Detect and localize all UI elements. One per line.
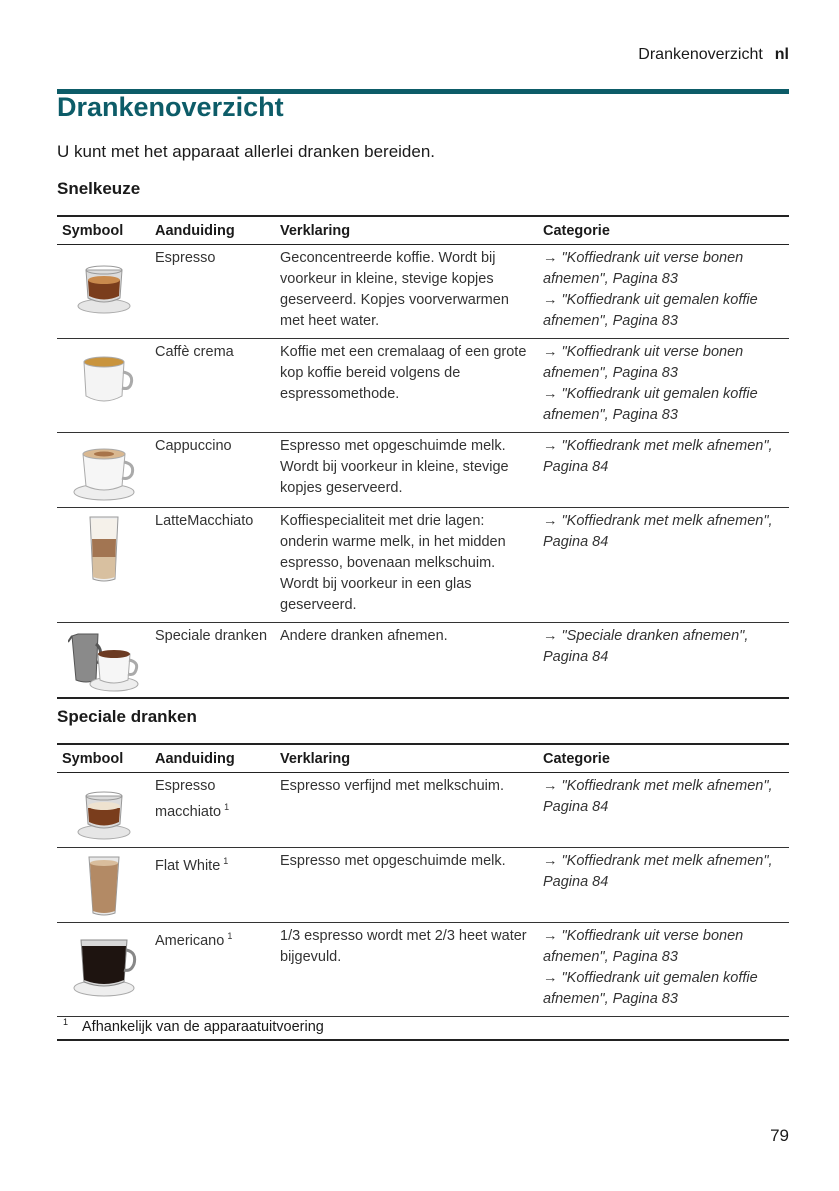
col-header-description: Verklaring <box>275 744 538 773</box>
drink-category <box>538 848 789 923</box>
drink-description: Koffie met een cremalaag of een grote kop koffie bereid volgens de espressomethode. <box>275 339 538 433</box>
drink-name: Caffè crema <box>150 339 275 433</box>
drink-name: Cappuccino <box>150 433 275 508</box>
arrow-icon: → <box>543 778 558 794</box>
drink-description: Espresso verfijnd met melkschuim. <box>275 773 538 848</box>
table-row <box>57 923 789 1017</box>
category-link[interactable]: → "Koffiedrank uit gemalen koffie afnemen", Pagina 83 <box>543 386 758 423</box>
footnote-ref: 1 <box>224 802 230 812</box>
footnote-text: Afhankelijk van de apparaatuitvoering <box>82 1018 324 1035</box>
table-header-row <box>57 216 789 245</box>
col-header-category: Categorie <box>538 744 789 773</box>
running-header-section: Drankenoverzicht <box>638 46 763 63</box>
arrow-icon: → <box>543 438 558 454</box>
footnote <box>57 1015 789 1041</box>
table-row <box>57 773 789 848</box>
category-link[interactable]: → "Koffiedrank met melk afnemen", Pagina 84 <box>543 778 773 815</box>
section-heading-speciale: Speciale dranken <box>57 707 197 726</box>
category-link[interactable]: → "Koffiedrank met melk afnemen", Pagina 84 <box>543 853 773 890</box>
language-code: nl <box>774 46 789 63</box>
category-link[interactable]: → "Koffiedrank uit gemalen koffie afnemen", Pagina 83 <box>543 970 758 1007</box>
category-link[interactable]: → "Koffiedrank met melk afnemen", Pagina 84 <box>543 438 773 475</box>
running-header <box>638 46 789 64</box>
drink-name: Americano $^1$ <box>150 923 275 1017</box>
col-header-symbol: Symbool <box>57 744 150 773</box>
drink-category <box>538 339 789 433</box>
drink-description: Koffiespecialiteit met drie lagen: onderin warme melk, in het midden espresso, bovenaan melkschuim. Wordt bij voorkeur in een glas geserveerd. <box>275 508 538 623</box>
arrow-icon: → <box>543 928 558 944</box>
drink-category <box>538 508 789 623</box>
col-header-symbol: Symbool <box>57 216 150 245</box>
category-link[interactable]: → "Koffiedrank uit verse bonen afnemen", Pagina 83 <box>543 928 744 965</box>
flat-white-icon <box>57 848 150 923</box>
col-header-name: Aanduiding <box>150 744 275 773</box>
drink-category <box>538 433 789 508</box>
page-number: 79 <box>770 1126 789 1145</box>
category-link[interactable]: → "Koffiedrank met melk afnemen", Pagina 84 <box>543 513 773 550</box>
speciale-table <box>57 743 789 1017</box>
col-header-category: Categorie <box>538 216 789 245</box>
table-row <box>57 508 789 623</box>
caffe-crema-icon <box>57 339 150 433</box>
latte-macchiato-icon <box>57 508 150 623</box>
drink-category <box>538 923 789 1017</box>
category-link[interactable]: → "Koffiedrank uit gemalen koffie afnemen", Pagina 83 <box>543 292 758 329</box>
arrow-icon: → <box>543 386 558 402</box>
drink-name: Flat White $^1$ <box>150 848 275 923</box>
footnote-ref: 1 <box>223 856 229 866</box>
drink-name: Espresso macchiato $^1$ <box>150 773 275 848</box>
category-link[interactable]: → "Speciale dranken afnemen", Pagina 84 <box>543 628 749 665</box>
intro-text: U kunt met het apparaat allerlei dranken bereiden. <box>57 142 436 161</box>
arrow-icon: → <box>543 292 558 308</box>
arrow-icon: → <box>543 853 558 869</box>
special-drinks-icon <box>57 623 150 699</box>
drink-name: Speciale dranken <box>150 623 275 699</box>
arrow-icon: → <box>543 970 558 986</box>
section-heading-snelkeuze: Snelkeuze <box>57 179 141 198</box>
arrow-icon: → <box>543 344 558 360</box>
drink-description: Geconcentreerde koffie. Wordt bij voorkeur in kleine, stevige kopjes geserveerd. Kopjes voorverwarmen met heet water. <box>275 245 538 339</box>
arrow-icon: → <box>543 628 558 644</box>
footnote-marker: 1 <box>63 1017 69 1027</box>
table-row <box>57 848 789 923</box>
table-row <box>57 245 789 339</box>
col-header-name: Aanduiding <box>150 216 275 245</box>
snelkeuze-table <box>57 215 789 699</box>
drink-category <box>538 245 789 339</box>
page-title: Drankenoverzicht <box>57 92 284 122</box>
footnote-ref: 1 <box>227 931 233 941</box>
table-row <box>57 623 789 699</box>
cappuccino-icon <box>57 433 150 508</box>
arrow-icon: → <box>543 513 558 529</box>
category-link[interactable]: → "Koffiedrank uit verse bonen afnemen", Pagina 83 <box>543 344 744 381</box>
espresso-icon <box>57 245 150 339</box>
drink-description: Espresso met opgeschuimde melk. <box>275 848 538 923</box>
table-header-row <box>57 744 789 773</box>
table-row <box>57 339 789 433</box>
arrow-icon: → <box>543 250 558 266</box>
drink-description: Espresso met opgeschuimde melk. Wordt bij voorkeur in kleine, stevige kopjes geserveerd. <box>275 433 538 508</box>
americano-icon <box>57 923 150 1017</box>
drink-description: 1/3 espresso wordt met 2/3 heet water bijgevuld. <box>275 923 538 1017</box>
col-header-description: Verklaring <box>275 216 538 245</box>
drink-category <box>538 773 789 848</box>
drink-name: LatteMacchiato <box>150 508 275 623</box>
table-row <box>57 433 789 508</box>
drink-category <box>538 623 789 699</box>
category-link[interactable]: → "Koffiedrank uit verse bonen afnemen", Pagina 83 <box>543 250 744 287</box>
espresso-macchiato-icon <box>57 773 150 848</box>
drink-description: Andere dranken afnemen. <box>275 623 538 699</box>
drink-name: Espresso <box>150 245 275 339</box>
